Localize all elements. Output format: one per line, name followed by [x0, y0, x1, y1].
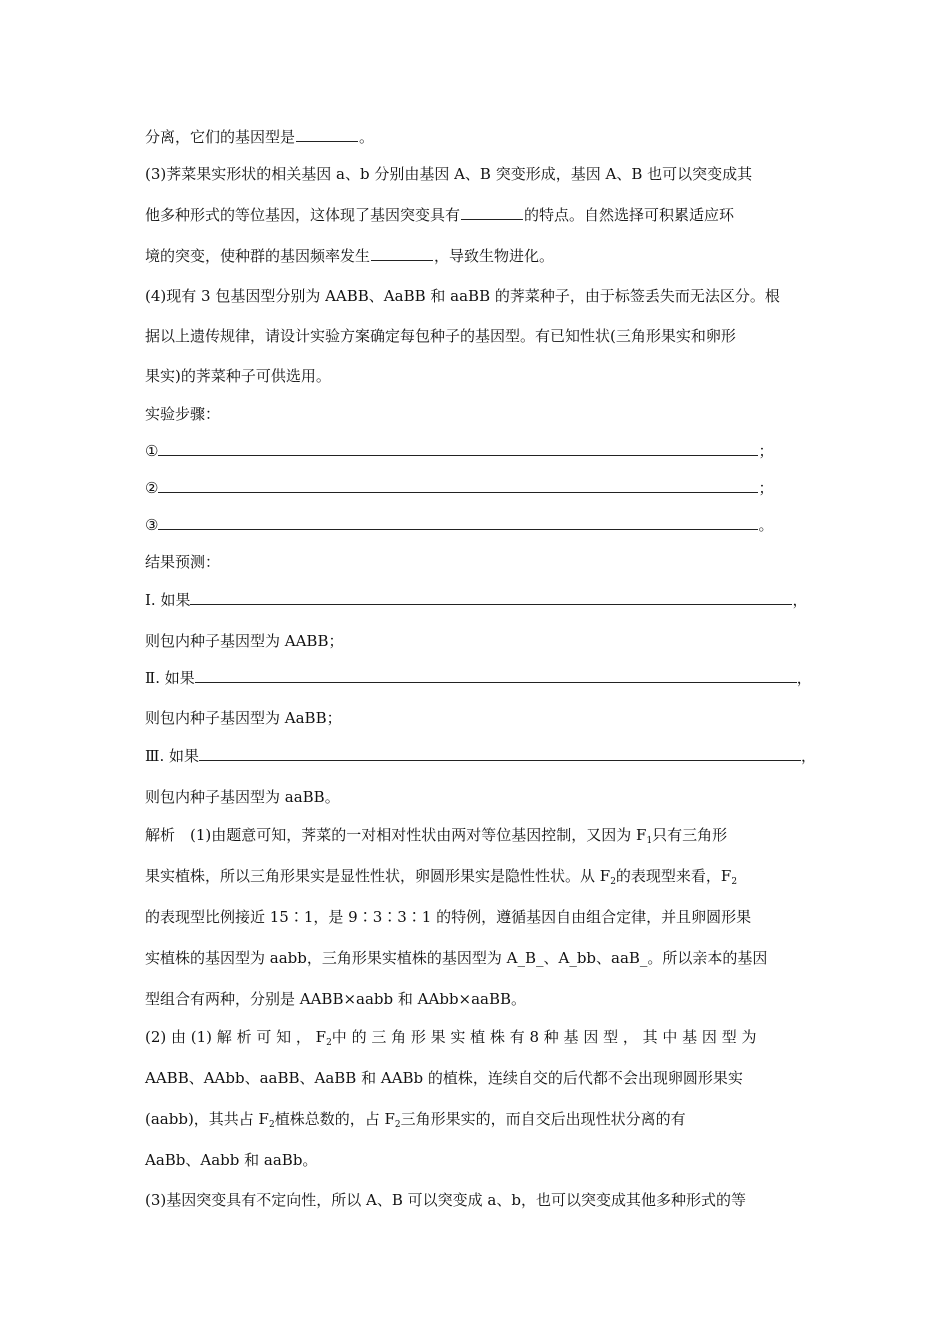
- text: 三角形果实的，而自交后出现性状分离的有: [400, 1110, 686, 1128]
- text-line: [145, 825, 727, 851]
- text-line: (3)荠菜果实形状的相关基因 a、b 分别由基因 A、B 突变形成，基因 A、B 也可以突变成其: [145, 165, 753, 183]
- result-label: Ⅲ. 如果: [145, 747, 200, 765]
- subscript: 2: [731, 877, 738, 887]
- text: 他多种形式的等位基因，这体现了基因突变具有: [145, 206, 461, 224]
- text: 的特点。自然选择可积累适应环: [524, 206, 735, 224]
- text-line: [145, 205, 734, 225]
- step-line: [145, 478, 773, 498]
- subscript: 2: [394, 1120, 401, 1130]
- step-number: ③: [145, 516, 159, 534]
- text: 分离，它们的基因型是: [145, 128, 296, 146]
- text-line: [145, 127, 374, 147]
- text-line: 果实)的荠菜种子可供选用。: [145, 367, 331, 385]
- subscript: 2: [326, 1038, 332, 1048]
- text: 解析 (1)由题意可知，荠菜的一对相对性状由两对等位基因控制，又因为 F: [145, 826, 647, 844]
- text-line: [145, 1027, 756, 1053]
- text-line: (4)现有 3 包基因型分别为 AABB、AaBB 和 aaBB 的荠菜种子，由于标签丢失而无法区分。根: [145, 287, 780, 305]
- answer-blank: [195, 668, 797, 683]
- text: ；: [758, 479, 774, 497]
- text: ，: [801, 747, 817, 765]
- subscript: 1: [646, 836, 653, 846]
- answer-blank: [296, 127, 358, 142]
- section-heading: 实验步骤：: [145, 405, 221, 423]
- text-line: [145, 866, 737, 892]
- step-number: ②: [145, 479, 159, 497]
- text: 中 的 三 角 形 果 实 植 株 有 8 种 基 因 型 ， 其 中 基 因 型 为: [331, 1028, 757, 1046]
- step-line: [145, 515, 773, 535]
- text-line: [145, 246, 554, 266]
- text-line: [145, 1109, 686, 1135]
- result-label: Ⅱ. 如果: [145, 669, 195, 687]
- answer-blank: [158, 478, 758, 493]
- text-line: 则包内种子基因型为 AABB；: [145, 632, 344, 650]
- text-line: (3)基因突变具有不定向性，所以 A、B 可以突变成 a、b，也可以突变成其他多种形式的等: [145, 1191, 746, 1209]
- text-line: 据以上遗传规律，请设计实验方案确定每包种子的基因型。有已知性状(三角形果实和卵形: [145, 327, 736, 345]
- text-line: AaBb、Aabb 和 aaBb。: [145, 1151, 318, 1169]
- text-line: 实植株的基因型为 aabb，三角形果实植株的基因型为 A_B_、A_bb、aaB_。所以亲本的基因: [145, 949, 768, 967]
- text: ，: [792, 591, 808, 609]
- text: ，: [796, 669, 812, 687]
- result-line: [145, 668, 812, 688]
- text-line: 型组合有两种，分别是 AABB×aabb 和 AAbb×aaBB。: [145, 990, 527, 1008]
- subscript: 2: [268, 1120, 275, 1130]
- result-line: [145, 746, 816, 766]
- section-heading: 结果预测：: [145, 553, 221, 571]
- answer-blank: [158, 441, 758, 456]
- text: ，导致生物进化。: [434, 247, 555, 265]
- text: 只有三角形: [652, 826, 728, 844]
- result-line: [145, 590, 807, 610]
- text-line: 则包内种子基因型为 aaBB。: [145, 788, 340, 806]
- step-number: ①: [145, 442, 159, 460]
- text: 。: [359, 128, 375, 146]
- text-line: AABB、AAbb、aaBB、AaBB 和 AABb 的植株，连续自交的后代都不会出现卵圆形果实: [145, 1069, 743, 1087]
- text: 的表现型来看，F: [615, 867, 732, 885]
- text: (2) 由 (1) 解 析 可 知 ， F: [145, 1028, 327, 1046]
- answer-blank: [461, 205, 523, 220]
- result-label: Ⅰ. 如果: [145, 591, 191, 609]
- subscript: 2: [610, 877, 616, 887]
- step-line: [145, 441, 773, 461]
- text: 。: [758, 516, 774, 534]
- answer-blank: [158, 515, 758, 530]
- text: (aabb)，其共占 F: [145, 1110, 269, 1128]
- answer-blank: [371, 246, 433, 261]
- answer-blank: [199, 746, 801, 761]
- text: 境的突变，使种群的基因频率发生: [145, 247, 371, 265]
- text: 果实植株，所以三角形果实是显性性状，卵圆形果实是隐性性状。从 F: [145, 867, 611, 885]
- text: ；: [758, 442, 774, 460]
- text-line: 则包内种子基因型为 AaBB；: [145, 709, 342, 727]
- text: 植株总数的，占 F: [274, 1110, 395, 1128]
- text-line: 的表现型比例接近 15∶1，是 9∶3∶3∶1 的特例，遵循基因自由组合定律，并且卵圆形果: [145, 908, 752, 926]
- answer-blank: [190, 590, 792, 605]
